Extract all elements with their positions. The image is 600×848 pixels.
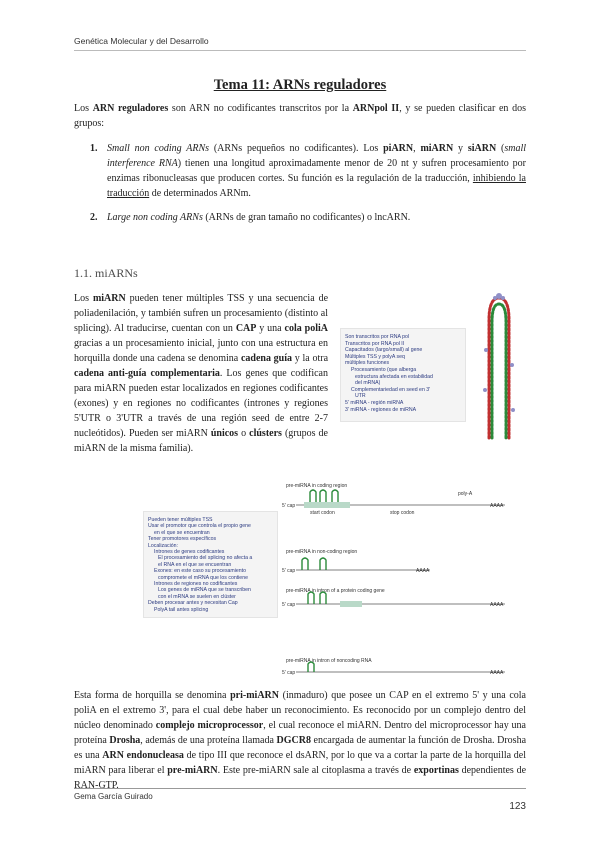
localization-bullet-list: Pueden tener múltiples TSS Usar el promotor que controla el propio gene en el que se encuentran Tener promotores específicos Localización: Intrones de genes codificantes El procesamiento del splicing no afecta a el RNA en el que se encuentran Exones: en este caso su procesamiento compromete el mRNA que los contiene Intrones de regiones no codificantes Los genes de miRNA que se transcriben con el mRNA se suelen en clúster Deben procesar antes y necesitan Cap PolyA tail antes splicing — [148, 517, 253, 613]
page-number: 123 — [509, 801, 526, 812]
footer-author: Gema García Guirado — [74, 792, 153, 801]
coding-box — [304, 502, 350, 508]
row-label-coding: pre-miRNA in coding region — [286, 483, 348, 489]
term-arn-reguladores: ARN reguladores — [92, 103, 169, 114]
hairpin-1b — [320, 490, 326, 502]
mirna-hairpin-image — [466, 290, 528, 440]
polya-tail-2: AAAA — [416, 568, 430, 574]
page-header: Genética Molecular y del Desarrollo — [74, 36, 209, 46]
list-item-small-ncrna: Small non coding ARNs (ARNs pequeños no codificantes). Los piARN, miARN y siARN (small interference RNA) tienen una longitud aproximadamente menor de 20 nt y sufren procesamiento por enzimas ribonucleasas que producen cortes. Su función es la regulación de la traducción, inhibiendo la traducción de determinados ARNm. — [107, 143, 527, 199]
polya-tail-1: AAAA — [490, 503, 504, 509]
start-codon-label: start codon — [310, 510, 335, 516]
mirna-localization-slide — [143, 511, 278, 618]
row-cap-2: 5' cap — [282, 568, 296, 574]
mirna-features-slide — [340, 328, 466, 422]
hairpin-1c — [332, 490, 338, 502]
exon-box-3 — [340, 601, 362, 607]
list-number-1: 1. — [90, 143, 98, 154]
row-cap-3: 5' cap — [282, 602, 296, 608]
mirna-paragraph: Los miARN pueden tener múltiples TSS y una secuencia de poliadenilación, y también sufren un procesamiento (distinto al splicing). Al traducirse, cuentan con un CAP y una cola poliA gracias a un procesamiento inicial, junto con una estructura en horquilla donde una cadena se denomina cadena guía y la otra cadena anti-guía complementaria. Los genes que codifican para miARN pueden estar localizados en regiones codificantes (exones) y en regiones no codificantes (intrones y regiones 5'UTR o 3'UTR a través de una región seed de entre 2-7 nucleótidos). Pueden ser miARN únicos o clústers (grupos de miARN de la misma familia). — [74, 293, 329, 454]
section-title-mirnas: 1.1. miARNs — [74, 266, 138, 280]
polya-tail-3: AAAA — [490, 602, 504, 608]
polya-tail-4: AAAA — [490, 670, 504, 675]
term-arnpol: ARNpol II — [352, 103, 400, 114]
row-cap-4: 5' cap — [282, 670, 296, 675]
closing-paragraph: Esta forma de horquilla se denomina pri-miARN (inmaduro) que posee un CAP en el extremo 5' y una cola poliA en el extremo 3', para el cual debe haber un reconocimiento. Es reconocido por un complejo dentro del núcleo denominado complejo microprocessor, el cual reconoce el miARN. Dentro del microprocessor hay una proteína Drosha, además de una proteína llamada DGCR8 encargada de aumentar la función de Drosha. Drosha es una ARN endonucleasa de tipo III que reconoce el dsARN, por lo que va a cortar la parte de la horquilla del miARN para liberar el pre-miARN. Este pre-miARN sale al citoplasma a través de exportinas dependientes de RAN-GTP. — [74, 690, 527, 791]
page-title: Tema 11: ARNs reguladores — [213, 77, 387, 93]
hairpin-1a — [310, 490, 316, 502]
row-label-intron-noncoding: pre-miRNA in intron of noncoding RNA — [286, 658, 372, 664]
list-number-2: 2. — [90, 212, 98, 223]
hairpin-2b — [320, 558, 326, 570]
list-item-large-ncrna: Large non coding ARNs (ARNs de gran tamaño no codificantes) o lncARN. — [107, 212, 411, 223]
row-label-intron-coding: pre-miRNA in intron of a protein coding gene — [286, 588, 385, 594]
row-cap-1: 5' cap — [282, 503, 296, 509]
footer-divider — [74, 788, 526, 789]
header-divider — [74, 50, 526, 51]
slide-bullet-list: Son transcritos por RNA pol Transcritos por RNA pol II Capacitados (largo/small) al gene Múltiples TSS y polyA seq múltiples funciones Procesamiento (que alberga estructura afectada en estabilidad del mRNA) Complementariedad en seed en 3' UTR 5' miRNA - región miRNA 3' miRNA - regiones de miRNA — [345, 334, 433, 413]
row-label-noncoding: pre-miRNA in non-coding region — [286, 549, 358, 555]
intro-paragraph: Los ARN reguladores son ARN no codificantes transcritos por la ARNpol II, y se pueden clasificar en dos grupos: — [74, 103, 526, 129]
stop-codon-label: stop codon — [390, 510, 415, 516]
mirna-gene-locations-diagram — [280, 480, 528, 675]
hairpin-2a — [302, 558, 308, 570]
polya-label: poly-A — [458, 491, 473, 497]
